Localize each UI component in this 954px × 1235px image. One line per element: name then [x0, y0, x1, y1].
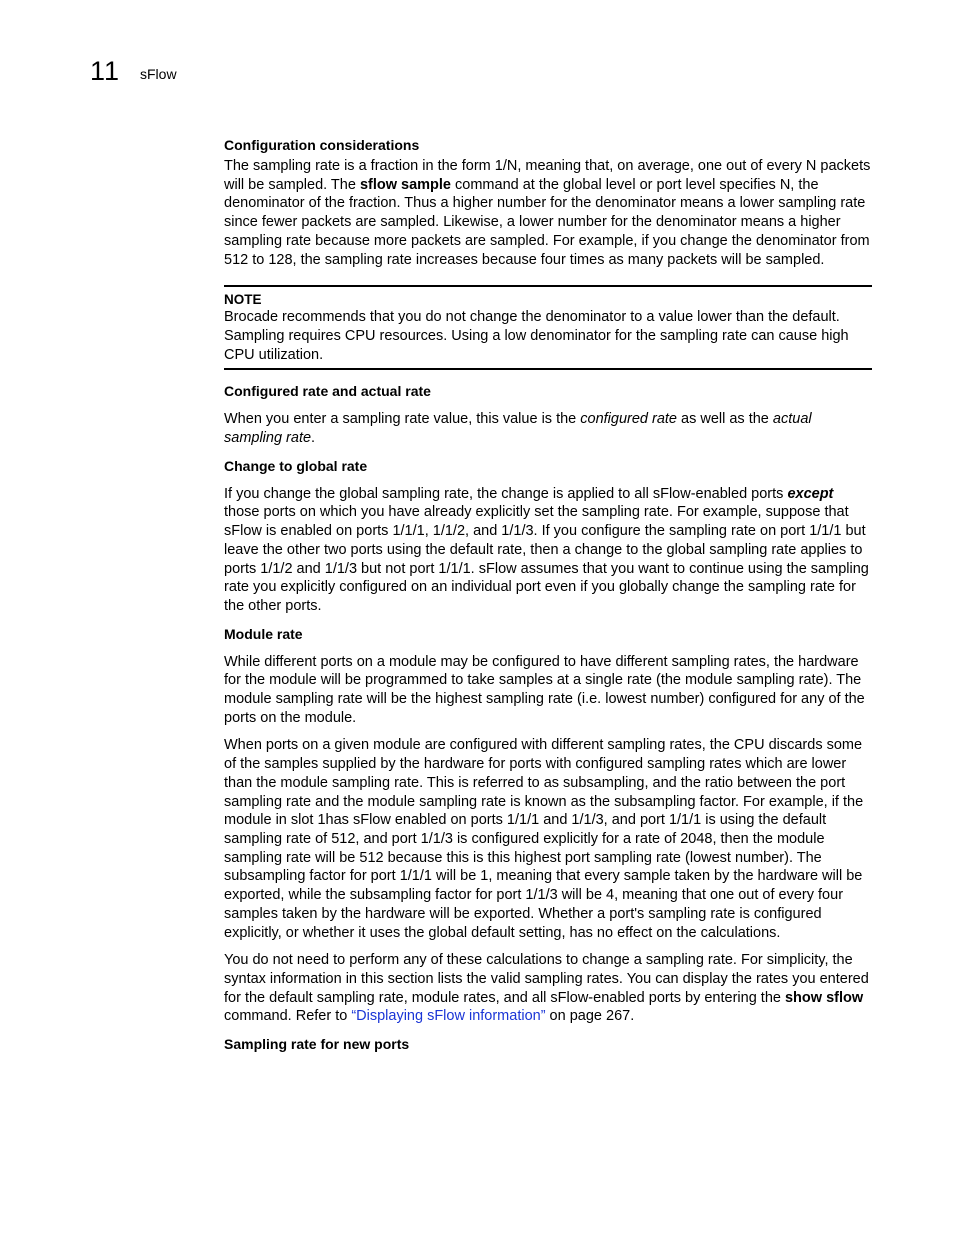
chapter-title: sFlow [140, 66, 177, 82]
note-title: NOTE [224, 292, 262, 308]
command-show-sflow: show sflow [784, 989, 864, 1006]
heading-module-rate: Module rate [224, 625, 303, 642]
heading-change-to-global-rate: Change to global rate [224, 457, 368, 474]
paragraph-module-rate-3: You do not need to perform any of these calculations to change a sampling rate. For simplicity, the syntax information in this section lists the valid sampling rates. You can display the rates you entered for the default sampling rate, module rates, and all sFlow-enabled ports by entering the show sflow command. Refer to “Displaying sFlow information” on page 267. [224, 952, 869, 1025]
paragraph-config-considerations: The sampling rate is a fraction in the form 1/N, meaning that, on average, one out of every N packets will be sampled. The sflow sample command at the global level or port level specifies N, the denominator of the fraction. Thus a higher number for the denominator means a lower sampling rate since fewer packets are sampled. Likewise, a lower number for the denominator means a higher sampling rate because more packets are sampled. For example, if you change the denominator from 512 to 128, the sampling rate increases because four times as many packets will be sampled. [224, 158, 871, 268]
paragraph-module-rate-2: When ports on a given module are configured with different sampling rates, the CPU discards some of the samples supplied by the hardware for ports with configured sampling rates which are lower than the module sampling rate. This is referred to as subsampling, and the ratio between the port sampling rate and the module sampling rate is known as the subsampling factor. For example, if the module in slot 1has sFlow enabled on ports 1/1/1 and 1/1/3, and port 1/1/1 is using the default sampling rate of 512, and port 1/1/3 is configured explicitly for a rate of 2048, then the module sampling rate will be 512 because this is this highest port sampling rate (lowest number). The subsampling factor for port 1/1/1 will be 1, meaning that every sample taken by the hardware will be exported, while the subsampling factor for port 1/1/3 will be 4, meaning that one out of every four samples taken by the hardware will be exported. Whether a port's sampling rate is configured explicitly, or whether it uses the global default setting, has no effect on the calculations. [224, 737, 864, 941]
paragraph-global-rate: If you change the global sampling rate, the change is applied to all sFlow-enabled ports except those ports on which you have already explicitly set the sampling rate. For example, suppose that sFlow is enabled on ports 1/1/1, 1/1/2, and 1/1/3. If you configure the sampling rate on port 1/1/1 but leave the other two ports using the default rate, then a change to the global sampling rate applies to ports 1/1/2 and 1/1/3 but not port 1/1/1. sFlow assumes that you want to continue using the sampling rate you explicitly configured on an individual port even if you globally change the sampling rate for the other ports. [224, 485, 869, 614]
paragraph-module-rate-1: While different ports on a module may be configured to have different sampling rates, the hardware for the module will be programmed to take samples at a single rate (the module sampling rate). The module sampling rate will be the highest sampling rate (i.e. lowest number) configured for any of the ports on the module. [224, 653, 865, 726]
chapter-number: 11 [90, 56, 121, 86]
heading-sampling-rate-new-ports: Sampling rate for new ports [224, 1036, 410, 1053]
link-displaying-sflow-information[interactable]: “Displaying sFlow information” [351, 1008, 546, 1025]
paragraph-configured-rate: When you enter a sampling rate value, this value is the configured rate as well as the actual sampling rate. [224, 411, 812, 447]
note-text: Brocade recommends that you do not change the denominator to a value lower than the default. Sampling requires CPU resources. Using a low denominator for the sampling rate can cause high CPU utilization. [224, 309, 849, 363]
heading-configuration-considerations: Configuration considerations [224, 137, 420, 153]
command-sflow-sample: sflow sample [359, 176, 451, 193]
note-box [224, 285, 872, 370]
heading-configured-rate: Configured rate and actual rate [224, 383, 431, 400]
page-content [224, 136, 872, 1053]
